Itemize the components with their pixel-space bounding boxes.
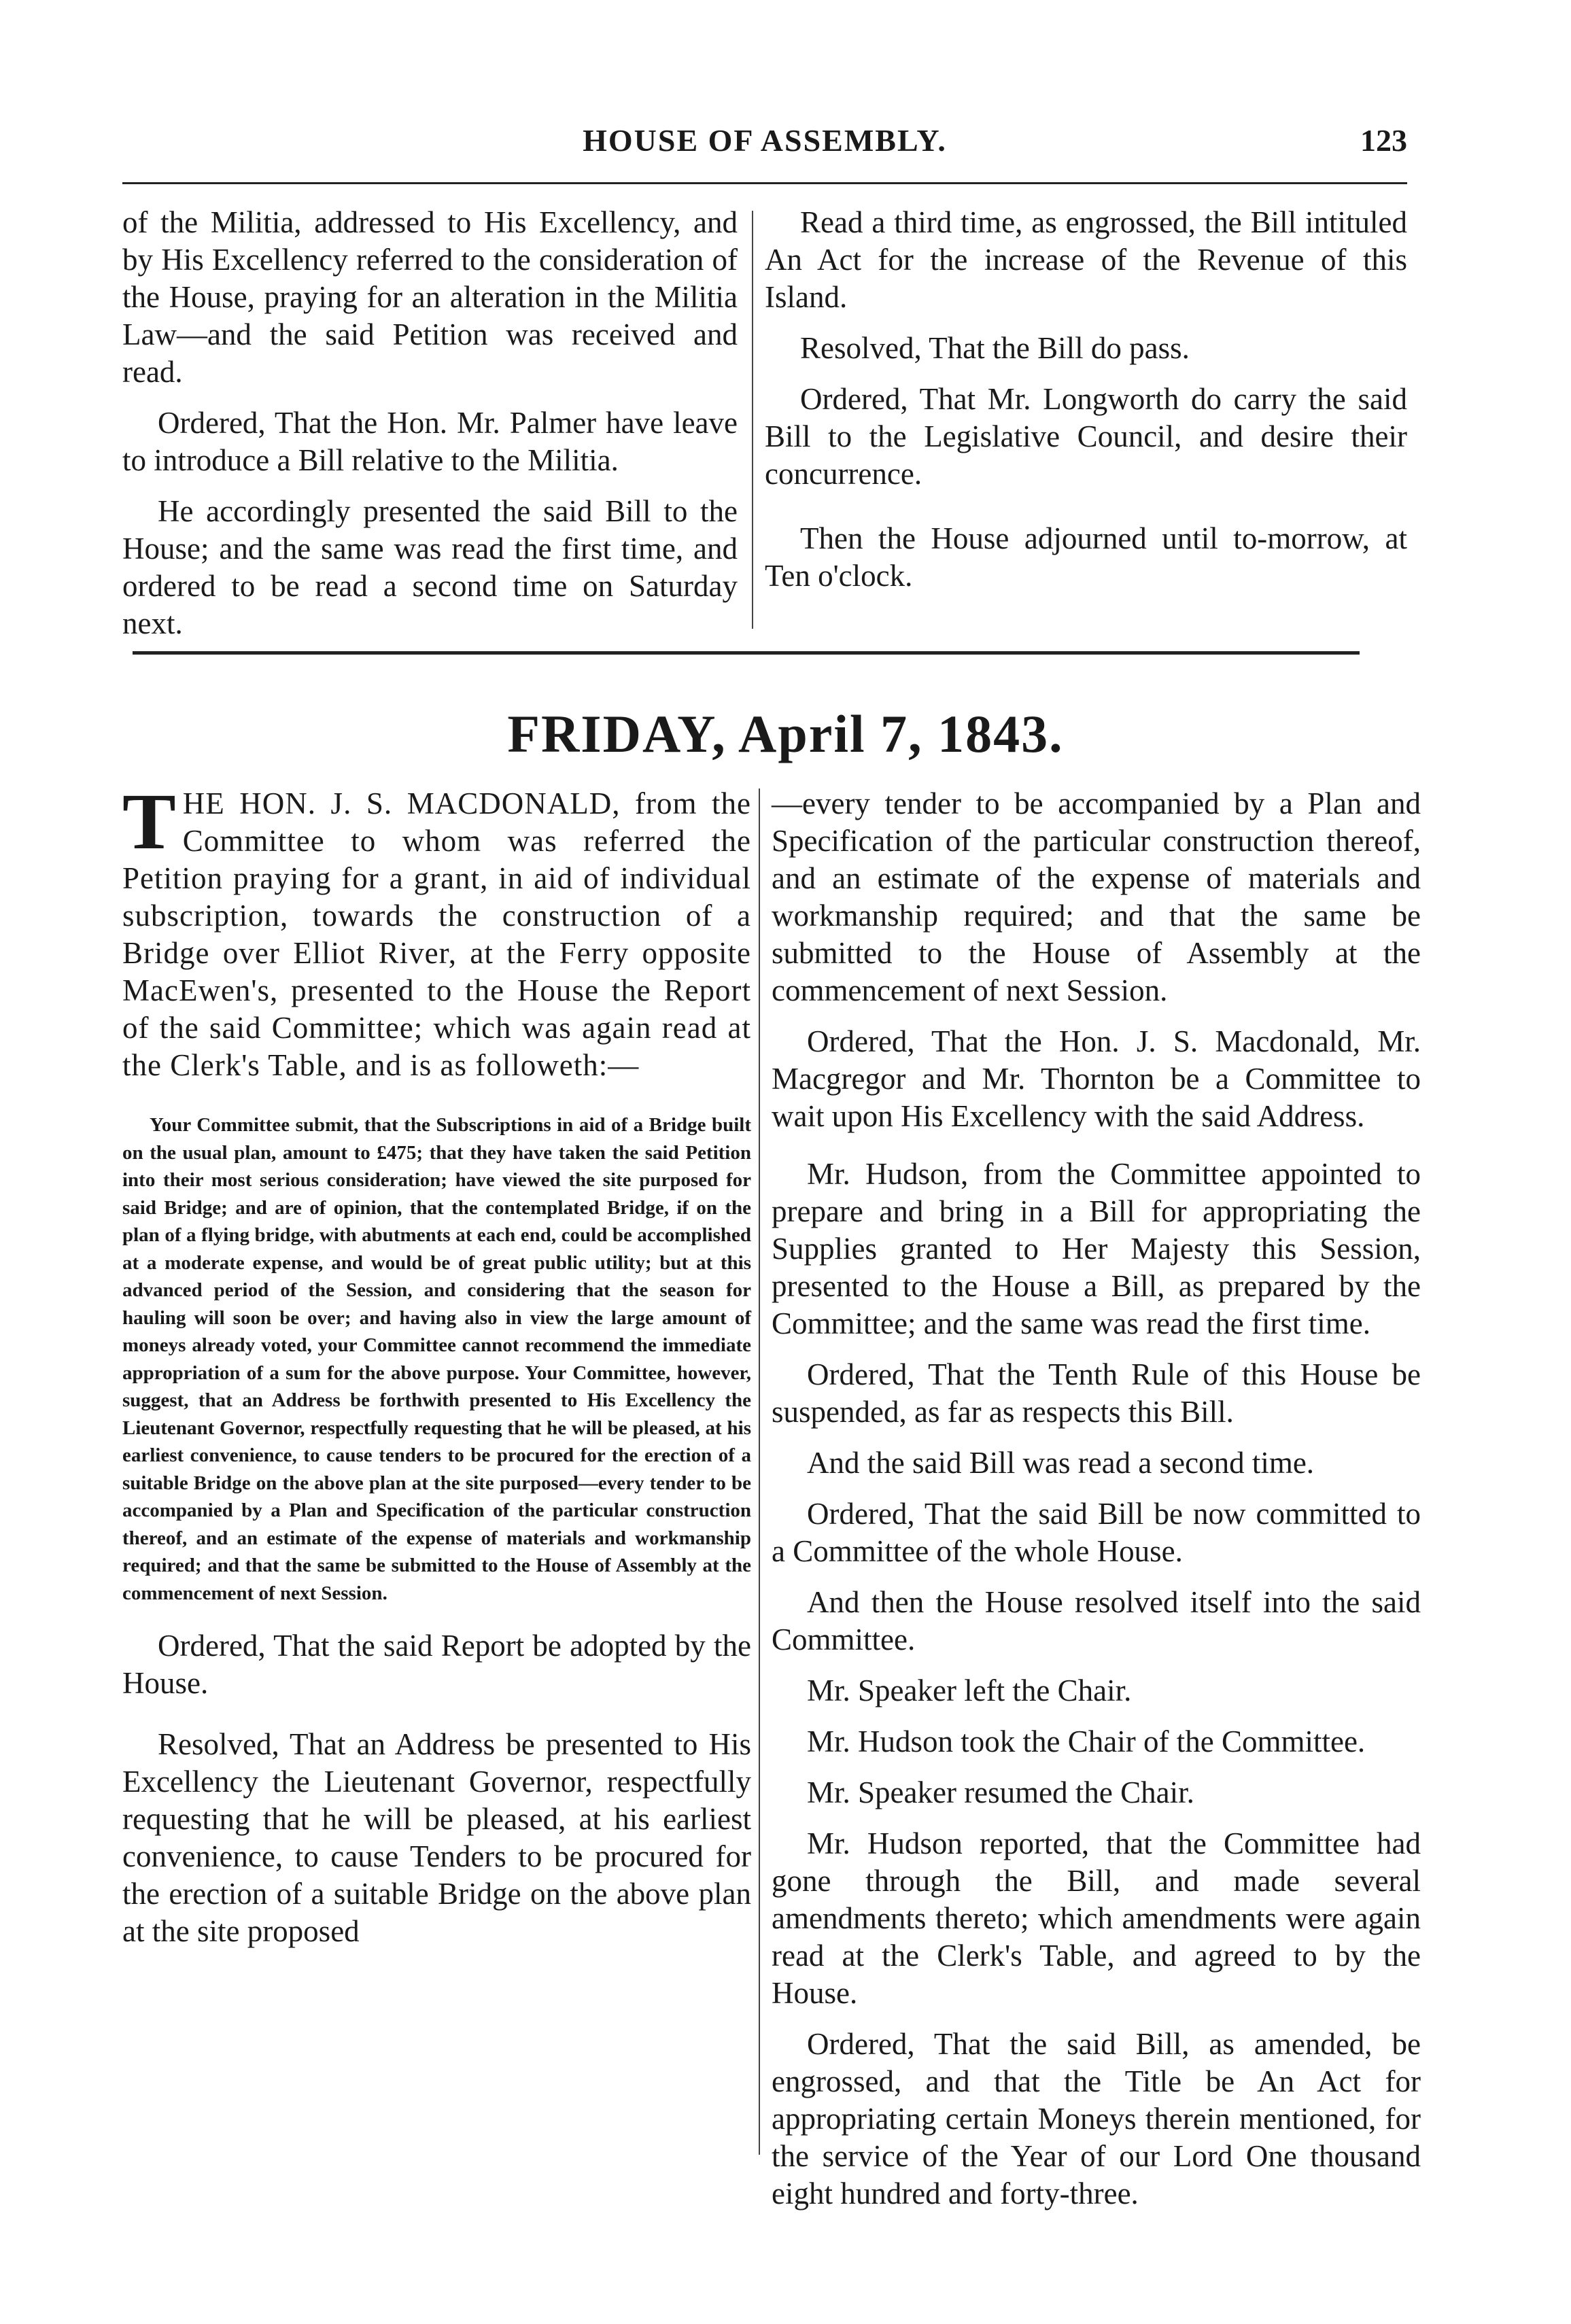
drop-cap: T <box>122 777 176 866</box>
paragraph: Mr. Hudson reported, that the Committee had gone through the Bill, and made several amendments thereto; which amendments were again read at the Clerk's Table, and agreed to by the House. <box>772 1826 1421 2010</box>
header-rule <box>122 182 1407 184</box>
paragraph: Mr. Hudson took the Chair of the Committee. <box>807 1724 1366 1758</box>
paragraph: Mr. Speaker resumed the Chair. <box>807 1775 1194 1809</box>
paragraph: Ordered, That the said Bill, as amended, be engrossed, and that the Title be An Act for appropriating certain Moneys therein mentioned, for the service of the Year of our Lord One thousand eight hundred and forty-three. <box>772 2027 1421 2210</box>
paragraph: Ordered, That the Tenth Rule of this House be suspended, as far as respects this Bill. <box>772 1357 1421 1429</box>
report-text: Your Committee submit, that the Subscriptions in aid of a Bridge built on the usual plan, amount to £475; that they have taken the said Petition into their most serious consideration; have viewed the site purposed for said Bridge; and are of opinion, that the contemplated Bridge, if on the plan of a flying bridge, with abutments at each end, could be accomplished at a moderate expense, and would be of great public utility; but at this advanced period of the Session, and considering that the season for hauling will soon be over; and having also in view the large amount of moneys already voted, your Committee cannot recommend the immediate appropriation of a sum for the above purpose. Your Committee, however, suggest, that an Address be forthwith presented to His Excellency the Lieutenant Governor, respectfully requesting that he will be pleased, at his earliest convenience, to cause tenders to be procured for the erection of a suitable Bridge on the above plan at the site purposed—every tender to be accompanied by a Plan and Specification of the particular construction thereof, and an estimate of the expense of materials and workmanship required; and that the same be submitted to the House of Assembly at the commencement of next Session. <box>122 1114 751 1604</box>
opening-text: HE HON. J. S. MACDONALD, from the Committee to whom was referred the Petition praying for a grant, in aid of individual subscription, towards the construction of a Bridge over Elliot River, at the Ferry opposite MacEwen's, presented to the House the Report of the said Committee; which was again read at the Clerk's Table, and is as followeth:— <box>122 786 751 1082</box>
paragraph: Read a third time, as engrossed, the Bill intituled An Act for the increase of the Revenue of this Island. <box>765 205 1407 314</box>
top-right-column <box>765 204 1407 608</box>
section-rule <box>133 651 1360 655</box>
paragraph: —every tender to be accompanied by a Plan and Specification of the particular construction thereof, and an estimate of the expense of materials and workmanship required; and that the same be submitted to the House of Assembly at the commencement of next Session. <box>772 786 1421 1007</box>
paragraph: Mr. Hudson, from the Committee appointed to prepare and bring in a Bill for appropriating the Supplies granted to Her Majesty this Session, presented to the House a Bill, as prepared by the Committee; and the same was read the first time. <box>772 1157 1421 1340</box>
paragraph: He accordingly presented the said Bill to the House; and the same was read the first time, and ordered to be read a second time on Saturday next. <box>122 494 738 640</box>
paragraph: And then the House resolved itself into the said Committee. <box>772 1585 1421 1657</box>
column-divider <box>752 211 753 629</box>
paragraph: Then the House adjourned until to-morrow, at Ten o'clock. <box>765 521 1407 593</box>
paragraph: Resolved, That the Bill do pass. <box>800 331 1190 365</box>
paragraph: Ordered, That the said Bill be now committed to a Committee of the whole House. <box>772 1497 1421 1568</box>
paragraph: And the said Bill was read a second time. <box>807 1446 1315 1480</box>
opening-paragraph <box>122 777 751 1084</box>
committee-report <box>122 1111 751 1607</box>
paragraph: Ordered, That the Hon. J. S. Macdonald, Mr. Macgregor and Mr. Thornton be a Committee to wait upon His Excellency with the said Address. <box>772 1024 1421 1133</box>
paragraph: Mr. Speaker left the Chair. <box>807 1673 1132 1707</box>
paragraph: Ordered, That the said Report be adopted by the House. <box>122 1629 751 1700</box>
page-number: 123 <box>1360 123 1407 158</box>
paragraph: Resolved, That an Address be presented to His Excellency the Lieutenant Governor, respectfully requesting that he will be pleased, at his earliest convenience, to cause Tenders to be procured for the erection of a suitable Bridge on the above plan at the site proposed <box>122 1727 751 1948</box>
page-header-title: HOUSE OF ASSEMBLY. <box>583 123 947 158</box>
day-heading: FRIDAY, April 7, 1843. <box>507 704 1064 763</box>
running-header <box>122 122 1407 170</box>
bottom-right-column <box>772 785 1421 2226</box>
paragraph: Ordered, That Mr. Longworth do carry the said Bill to the Legislative Council, and desire their concurrence. <box>765 382 1407 491</box>
paragraph: of the Militia, addressed to His Excellency, and by His Excellency referred to the consideration of the House, praying for an alteration in the Militia Law—and the said Petition was received and read. <box>122 205 738 389</box>
top-left-column <box>122 204 738 656</box>
paragraph: Ordered, That the Hon. Mr. Palmer have leave to introduce a Bill relative to the Militia. <box>122 406 738 477</box>
column-divider <box>759 788 760 2155</box>
bottom-left-column <box>122 777 751 1964</box>
